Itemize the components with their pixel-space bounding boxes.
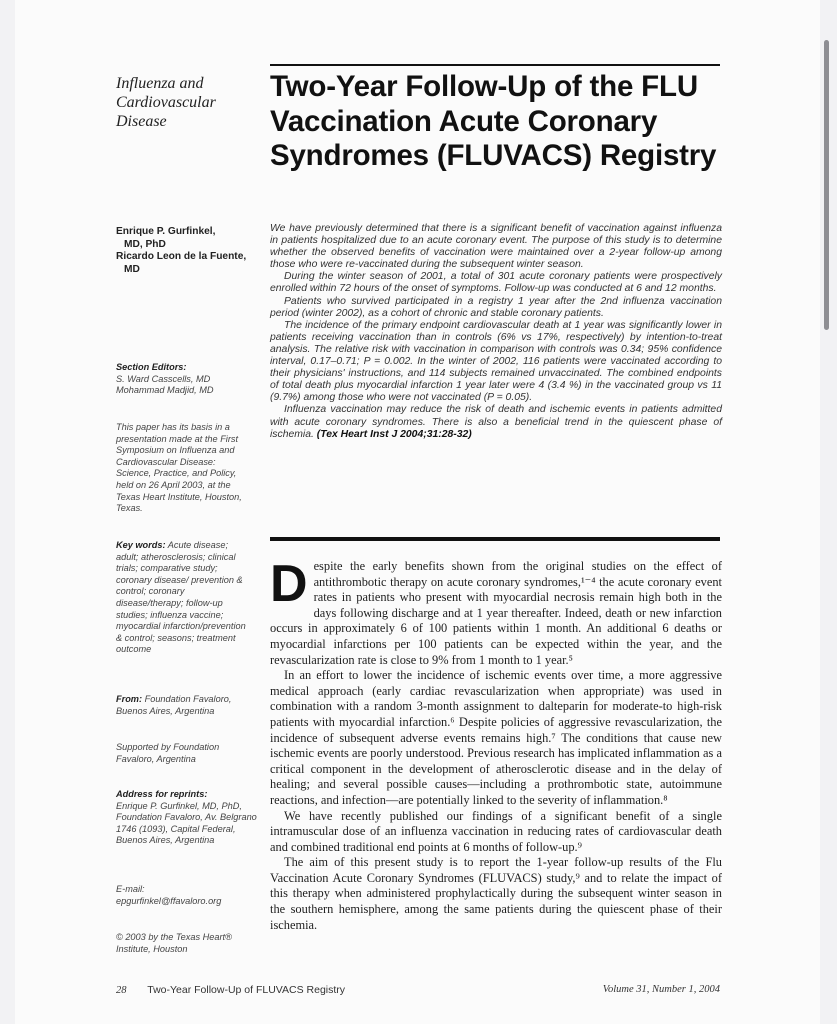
abstract-rule (270, 537, 720, 541)
author-degree: MD (124, 263, 140, 275)
body-paragraph (270, 555, 722, 668)
email-link[interactable]: epgurfinkel@ffavaloro.org (116, 895, 222, 906)
copyright-note: © 2003 by the Texas Heart® Institute, Houston (116, 932, 232, 954)
journal-citation: (Tex Heart Inst J 2004;31:28-32) (316, 428, 472, 440)
article-title: Two-Year Follow-Up of the FLU Vaccination Acute Coronary Syndromes (FLUVACS) Registry (270, 70, 717, 172)
abstract-paragraph: The incidence of the primary endpoint cardiovascular death at 1 year was significantly lower in patients receiving vaccination than in controls (6% vs 17%, respectively) by intention-to-treat analysis. The relative risk with vaccination in comparison with controls was 0.34; 95% confidence interval, 0.17–0.71; P = 0.002. In the winter of 2002, 116 patients were vaccinated according to their physicians' instructions, and 114 subjects remained unvaccinated. The combined endpoints of total death plus myocardial infarction 1 year later were 4 (3.4 %) in the vaccinated group vs 11 (9.7%) among those who were not vaccinated (P = 0.05). (270, 319, 722, 404)
support-note: Supported by Foundation Favaloro, Argentina (116, 742, 220, 764)
body-paragraph: We have recently published our findings of a significant benefit of a single intramuscular dose of an influenza vaccination in reducing rates of cardiovascular death and combined traditional end points at 6 months of follow-up.⁹ (270, 808, 722, 854)
body-paragraph: The aim of this present study is to report the 1-year follow-up results of the Flu Vaccination Acute Coronary Syndromes (FLUVACS) study,⁹ and to relate the impact of this therapy when administered prophylactically during the subsequent winter season in the southern hemisphere, among the same patients during the quiescent phase of their ischemia. (270, 855, 722, 932)
section-label-line: Cardiovascular (116, 94, 216, 111)
section-label-line: Influenza and (116, 75, 204, 92)
reprints-heading: Address for reprints: (116, 789, 208, 799)
basis-note: This paper has its basis in a presentation made at the First Symposium on Influenza and Cardiovascular Disease: Science, Practice, and Policy, held on 26 April 2003, at the Texas Heart Institute, Houston, Texas. (116, 422, 242, 514)
author-name: Enrique P. Gurfinkel, (116, 226, 216, 237)
abstract-paragraph: During the winter season of 2001, a total of 301 acute coronary patients were prospectively enrolled within 72 hours of the onset of symptoms. Follow-up was conducted at 6 and 12 months. (270, 271, 722, 295)
email-label: E-mail: (116, 884, 145, 894)
contact-email (116, 884, 256, 907)
section-label (116, 74, 256, 131)
page-number: 28 (116, 985, 127, 996)
affiliation-text: Foundation Favaloro, Buenos Aires, Argentina (116, 694, 232, 716)
reprints-address (116, 789, 258, 847)
affiliation (116, 694, 252, 717)
reprints-text: Enrique P. Gurfinkel, MD, PhD, Foundation Favaloro, Av. Belgrano 1746 (1093), Capital Federal, Buenos Aires, Argentina (116, 800, 257, 846)
abstract (270, 223, 722, 441)
abstract-paragraph: Patients who survived participated in a registry 1 year after the 2nd influenza vaccination period (winter 2002), as a cohort of chronic and stable coronary patients. (270, 295, 722, 319)
section-label-line: Disease (116, 113, 167, 130)
page-footer (116, 984, 345, 996)
section-editors (116, 362, 256, 397)
keywords (116, 540, 250, 656)
scrollbar-thumb[interactable] (824, 40, 829, 330)
body-paragraph: In an effort to lower the incidence of ischemic events over time, a more aggressive medical approach (early cardiac revascularization when appropriate) was used in combination with a random 3-month assignment to dalteparin for moderate-to high-risk patients with myocardial infarction.⁶ Despite policies of aggressive revascularization, the incidence of subsequent adverse events remains high.⁷ The conditions that cause new ischemic events are poorly understood. Previous research has implicated inflammation as a critical component in the development of atherosclerotic disease and in the delay of healing; and several possible causes—including a prothrombotic state, autoimmune reactions, and infection—are potentially linked to the severity of inflammation.⁸ (270, 668, 722, 807)
abstract-paragraph (270, 404, 722, 440)
title-rule (270, 64, 720, 66)
drop-cap: D (270, 555, 308, 613)
running-title: Two-Year Follow-Up of FLUVACS Registry (147, 984, 346, 996)
abstract-conclusion: Influenza vaccination may reduce the risk of death and ischemic events in patients admitted with acute coronary syndromes. There is also a beneficial trend in the quiescent phase of ischemia. (270, 404, 722, 440)
author-degree: MD, PhD (124, 238, 166, 250)
keywords-list: Acute disease; adult; atherosclerosis; clinical trials; comparative study; coronary disease/ prevention & control; coronary disease/therapy; follow-up studies; influenza vaccine; myocardial infarction/prevention & control; seasons; treatment outcome (116, 540, 246, 655)
section-editor: Mohammad Madjid, MD (116, 385, 214, 396)
keywords-heading: Key words: (116, 540, 166, 550)
article-body (270, 555, 722, 933)
section-editors-heading: Section Editors: (116, 362, 187, 372)
abstract-paragraph: We have previously determined that there is a significant benefit of vaccination against influenza in patients hospitalized due to an acute coronary event. The purpose of this study is to determine whether the observed benefits of vaccination were maintained over a 2-year follow-up among those who were re-vaccinated during the subsequent winter season. (270, 223, 722, 271)
section-editor: S. Ward Casscells, MD (116, 373, 211, 384)
affiliation-heading: From: (116, 694, 143, 704)
body-paragraph-text: espite the early benefits shown from the original studies on the effect of antithrombotic therapy on acute coronary syndromes,¹⁻⁴ the acute coronary event rates in patients who present with myocardial necrosis remain high both in the days following discharge and at 1 year thereafter. Indeed, death or new infarction occurs in approximately 6 of 100 patients within 1 month. An additional 6 deaths or myocardial infarctions per 100 patients can be expected within the year, and the revascularization rate is close to 9% from 1 month to 1 year.⁵ (270, 559, 722, 667)
author-list (116, 226, 266, 276)
journal-issue: Volume 31, Number 1, 2004 (602, 984, 720, 995)
author-name: Ricardo Leon de la Fuente, (116, 251, 247, 262)
